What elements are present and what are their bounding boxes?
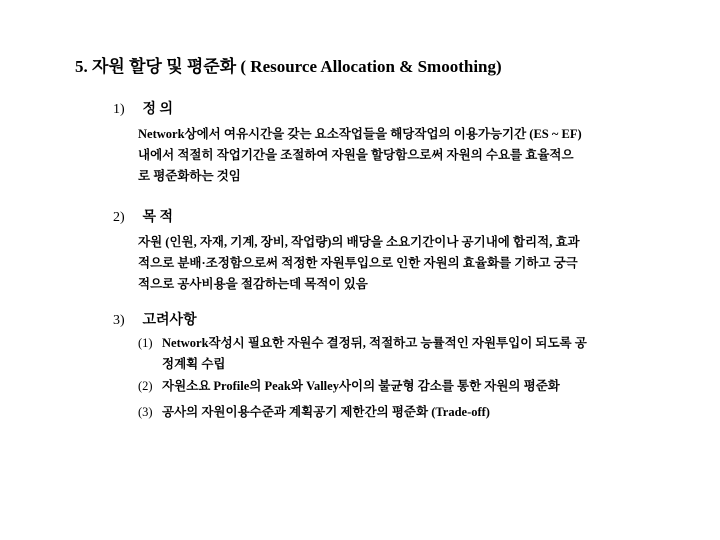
section-number: 1) bbox=[113, 102, 125, 117]
section-heading-text: 고려사항 bbox=[142, 313, 197, 328]
paragraph-line: Network상에서 여유시간을 갖는 요소작업들을 해당작업의 이용가능기간 (ES ~ EF) bbox=[138, 127, 582, 141]
consideration-item bbox=[138, 402, 490, 423]
section-number: 3) bbox=[113, 313, 125, 328]
item-text: Network작성시 필요한 자원수 결정뒤, 적절하고 능률적인 자원투입이 되도록 공 bbox=[162, 336, 587, 350]
item-text: 자원소요 Profile의 Peak와 Valley사이의 불균형 감소를 통한 자원의 평준화 bbox=[162, 379, 560, 393]
paragraph-line: 자원 (인원, 자재, 기계, 장비, 작업량)의 배당을 소요기간이나 공기내에 합리적, 효과 bbox=[138, 235, 580, 249]
section-heading-purpose bbox=[113, 206, 173, 226]
title-text: 자원 할당 및 평준화 ( Resource Allocation & Smoothing) bbox=[92, 57, 502, 76]
definition-paragraph bbox=[138, 124, 658, 187]
section-heading-text: 목 적 bbox=[142, 210, 174, 225]
paragraph-line: 내에서 적절히 작업기간을 조절하여 자원을 할당함으로써 자원의 수요를 효율적으 bbox=[138, 148, 574, 162]
section-heading-text: 정 의 bbox=[142, 102, 174, 117]
section-number: 2) bbox=[113, 210, 125, 225]
item-number: (1) bbox=[138, 336, 153, 350]
item-number: (3) bbox=[138, 405, 153, 419]
title-number: 5. bbox=[75, 57, 88, 76]
paragraph-line: 적으로 공사비용을 절감하는데 목적이 있음 bbox=[138, 277, 368, 291]
consideration-item bbox=[138, 333, 587, 375]
purpose-paragraph bbox=[138, 232, 658, 295]
item-continuation: 정계획 수립 bbox=[162, 357, 226, 371]
consideration-item bbox=[138, 376, 560, 397]
item-text: 공사의 자원이용수준과 계획공기 제한간의 평준화 (Trade-off) bbox=[162, 405, 490, 419]
item-number: (2) bbox=[138, 379, 153, 393]
section-heading-considerations bbox=[113, 309, 197, 329]
page-title bbox=[75, 52, 502, 77]
paragraph-line: 적으로 분배·조정함으로써 적정한 자원투입으로 인한 자원의 효율화를 기하고 궁극 bbox=[138, 256, 578, 270]
paragraph-line: 로 평준화하는 것임 bbox=[138, 169, 241, 183]
section-heading-definition bbox=[113, 98, 173, 118]
